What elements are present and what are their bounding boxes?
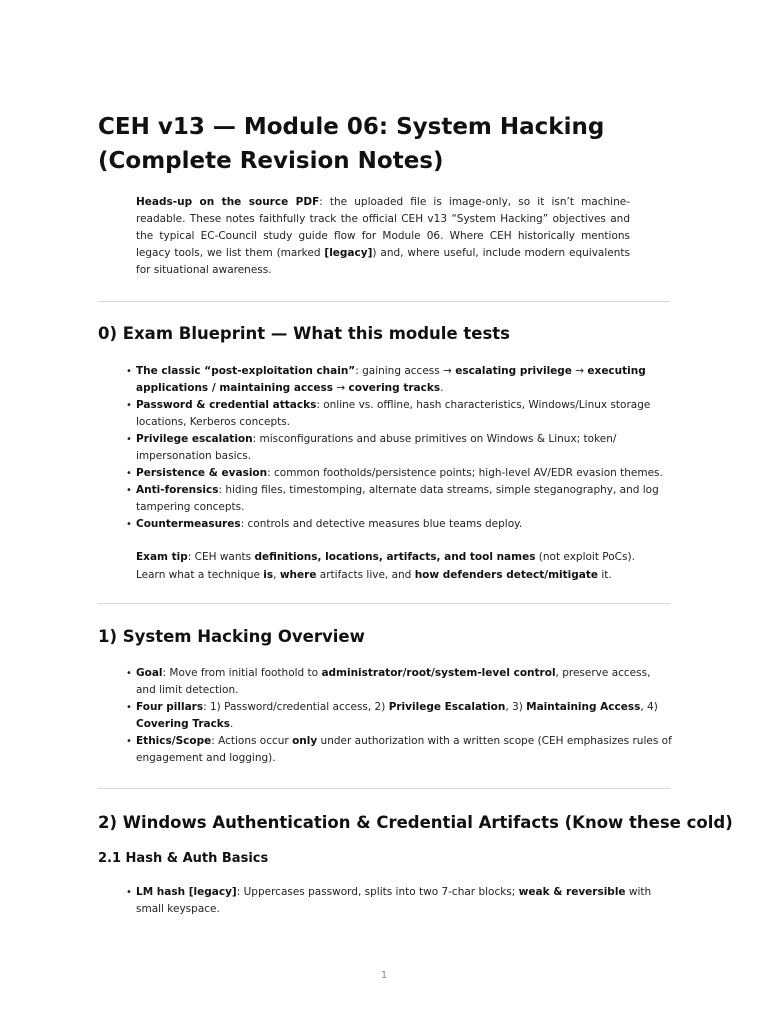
list-item: • The classic “post-exploitation chain”: gaining access → escalating privilege → executing applications / maintaining access → covering tracks. [126,365,646,394]
subsection-heading: 2.1 Hash & Auth Basics [98,851,269,866]
list-item: • Ethics/Scope: Actions occur only under authorization with a written scope (CEH emphasizes rules of engagement and logging). [126,735,672,764]
divider [98,603,670,604]
list-item: • Countermeasures: controls and detective measures blue teams deploy. [126,518,523,530]
list-item: • Goal: Move from initial foothold to administrator/root/system-level control, preserve access, and limit detection. [126,667,651,696]
hash-basics-list [126,884,672,918]
list-item: • LM hash [legacy]: Uppercases password, splits into two 7-char blocks; weak & reversible with small keyspace. [126,886,652,915]
list-item: • Persistence & evasion: common footholds/persistence points; high-level AV/EDR evasion themes. [126,467,663,479]
section-heading-1: 1) System Hacking Overview [98,627,365,646]
page-title: CEH v13 — Module 06: System Hacking (Complete Revision Notes) [98,114,605,174]
divider [98,301,670,302]
blueprint-list [126,363,672,533]
exam-tip: Exam tip: CEH wants definitions, locations, artifacts, and tool names (not exploit PoCs). Learn what a technique is, where artifacts live, and how defenders detect/mitigate it. [136,551,635,581]
list-item: • Anti-forensics: hiding files, timestomping, alternate data streams, simple steganography, and log tampering concepts. [126,484,659,513]
list-item: • Four pillars: 1) Password/credential access, 2) Privilege Escalation, 3) Maintaining Access, 4) Covering Tracks. [126,701,658,730]
overview-list [126,665,672,767]
page-number: 1 [380,970,388,981]
headsup-note: Heads-up on the source PDF: the uploaded file is image-only, so it isn’t machine-readable. These notes faithfully track the official CEH v13 “System Hacking” objectives and the typical EC-Council study guide flow for Module 06. Where CEH historically mentions legacy tools, we list them (marked [legacy]) and, where useful, include modern equivalents for situational awareness. [136,196,630,276]
section-heading-2: 2) Windows Authentication & Credential Artifacts (Know these cold) [98,813,733,832]
list-item: • Privilege escalation: misconfigurations and abuse primitives on Windows & Linux; token/ impersonation basics. [126,433,617,462]
section-heading-0: 0) Exam Blueprint — What this module tests [98,324,511,343]
divider [98,788,670,789]
list-item: • Password & credential attacks: online vs. offline, hash characteristics, Windows/Linux storage locations, Kerberos concepts. [126,399,651,428]
